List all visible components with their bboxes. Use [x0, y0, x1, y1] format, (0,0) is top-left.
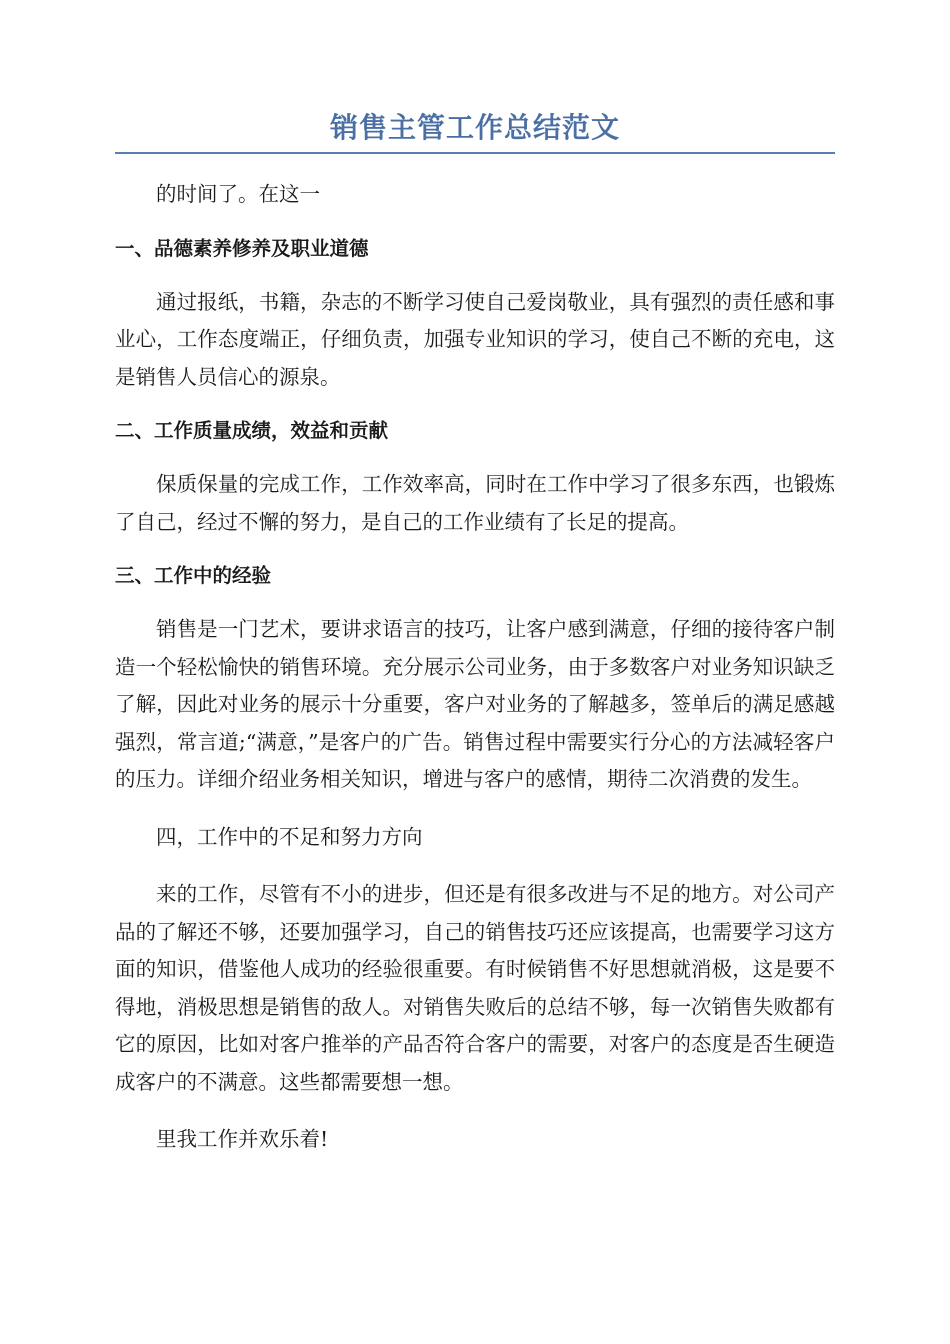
section-4-title: 四，工作中的不足和努力方向 [156, 824, 423, 849]
document-title: 销售主管工作总结范文 [329, 111, 620, 144]
section-3-heading: 三、工作中的经验 [115, 564, 272, 587]
section-4-body: 来的工作，尽管有不小的进步，但还是有很多改进与不足的地方。对公司产品的了解还不够，还要加强学习，自己的销售技巧还应该提高，也需要学习这方面的知识，借鉴他人成功的经验很重要。有时候销售不好思想就消极，这是要不得地，消极思想是销售的敌人。对销售失败后的总结不够，每一次销售失败都有它的原因，比如对客户推举的产品否符合客户的需要，对客户的态度是否生硬造成客户的不满意。这些都需要想一想。 [115, 882, 835, 1094]
section-2-heading: 二、工作质量成绩，效益和贡献 [115, 419, 389, 442]
intro-paragraph: 的时间了。在这一 [156, 182, 320, 206]
document-page [115, 108, 835, 1159]
section-3-body: 销售是一门艺术，要讲求语言的技巧，让客户感到满意，仔细的接待客户制造一个轻松愉快的销售环境。充分展示公司业务，由于多数客户对业务知识缺乏了解，因此对业务的展示十分重要，客户对业务的了解越多，签单后的满足感越强烈，常言道;“满意，”是客户的广告。销售过程中需要实行分心的方法减轻客户的压力。详细介绍业务相关知识，增进与客户的感情，期待二次消费的发生。 [115, 617, 835, 791]
closing-paragraph: 里我工作并欢乐着! [156, 1127, 329, 1151]
section-1-body: 通过报纸，书籍，杂志的不断学习使自己爱岗敬业，具有强烈的责任感和事业心，工作态度端正，仔细负责，加强专业知识的学习，使自己不断的充电，这是销售人员信心的源泉。 [115, 289, 835, 389]
title-underline [115, 152, 835, 154]
section-2-body: 保质保量的完成工作，工作效率高，同时在工作中学习了很多东西，也锻炼了自己，经过不懈的努力，是自己的工作业绩有了长足的提高。 [115, 472, 835, 534]
section-1-heading: 一、品德素养修养及职业道德 [115, 236, 369, 260]
